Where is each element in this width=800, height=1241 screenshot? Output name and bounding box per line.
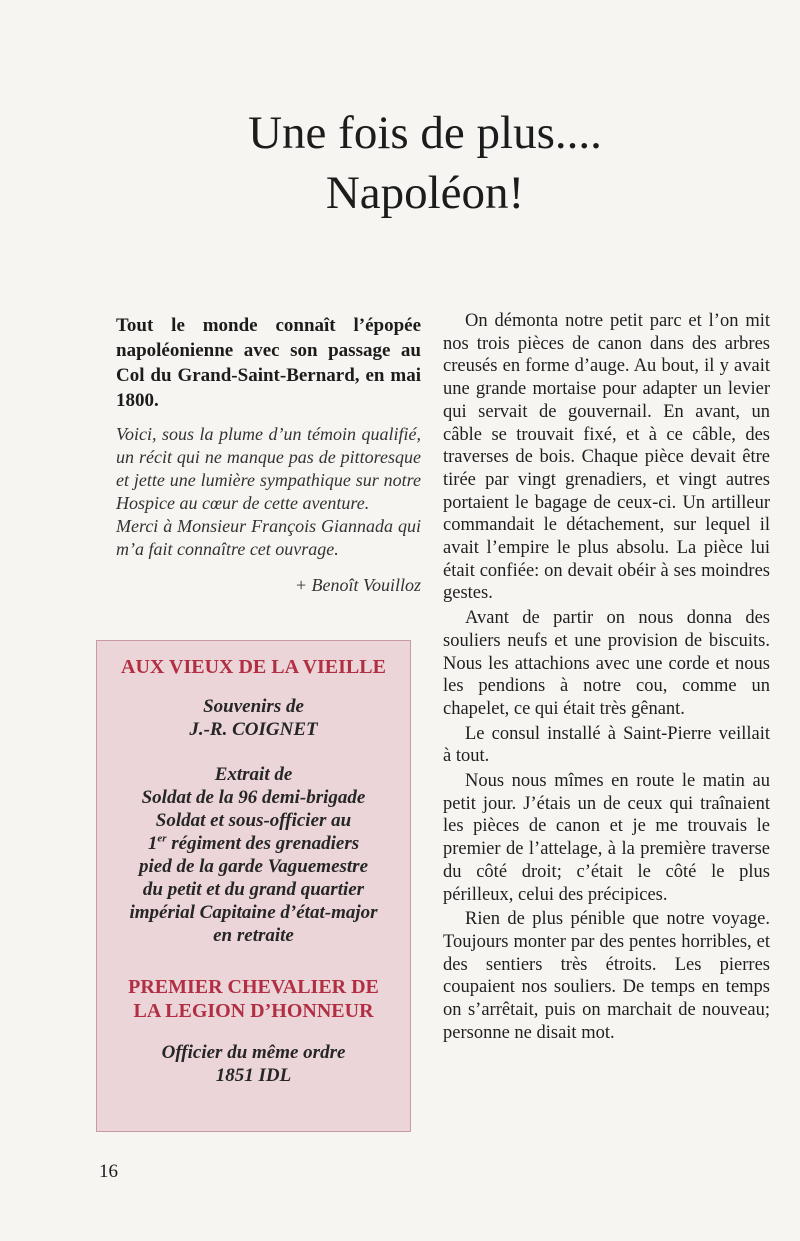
title-line-2: Napoléon! [325, 167, 525, 219]
page-title [0, 103, 800, 223]
extrait-line-3-sup: er [157, 832, 167, 845]
box-heading-2 [97, 975, 410, 1023]
box-souvenirs [97, 695, 410, 741]
body-paragraph-2: Avant de partir on nous donna des souliers neufs et une provision de biscuits. Nous les attachions avec une corde et nous les pendions à notre cou, comme un chapelet, ce qui était très gênant. [443, 608, 770, 719]
extrait-line-7: en retraite [213, 925, 294, 946]
extrait-line-2: Soldat et sous-officier au [155, 810, 352, 831]
intro-italic-paragraph-2: Merci à Monsieur François Giannada qui m’a fait connaître cet ouvrage. [116, 516, 421, 559]
body-paragraph-4: Nous nous mîmes en route le matin au petit jour. J’étais un de ceux qui traînaient les pièces de canon et je me trouvais le premier de l’attelage, à la première traverse du côté droit; c’était le côté le plus périlleux, celui des précipices. [443, 771, 770, 905]
extrait-line-5: du petit et du grand quartier [142, 879, 365, 900]
box-heading-1: AUX VIEUX DE LA VIEILLE [121, 656, 386, 678]
extrait-label: Extrait de [214, 764, 293, 785]
author-name: J.-R. COIGNET [189, 719, 318, 740]
body-paragraph-5: Rien de plus pénible que notre voyage. Toujours monter par des pentes horribles, et des sentiers très étroits. Les pierres coupaient nos souliers. De temps en temps on s’arrêtait, puis on marchait de nouveau; personne ne disait mot. [443, 909, 770, 1043]
page-number: 16 [99, 1161, 118, 1182]
box-officier [97, 1041, 410, 1087]
officier-label: Officier du même ordre [161, 1042, 346, 1063]
intro-lead: Tout le monde connaît l’épopée napoléonienne avec son passage au Col du Grand-Saint-Bernard, en mai 1800. [116, 315, 421, 411]
extrait-line-3-rest: régiment des grenadiers [166, 833, 360, 854]
intro-italic-paragraph-1: Voici, sous la plume d’un témoin qualifié, un récit qui ne manque pas de pittoresque et jette une lumière sympathique sur notre Hospice au cœur de cette aventure. [116, 424, 421, 513]
extrait-line-6: impérial Capitaine d’état-major [129, 902, 378, 923]
extrait-line-4: pied de la garde Vaguemestre [138, 856, 369, 877]
title-line-1: Une fois de plus.... [248, 107, 602, 159]
left-column [116, 313, 421, 597]
box-heading-2-line-1: PREMIER CHEVALIER DE [128, 976, 379, 998]
body-paragraph-1: On démonta notre petit parc et l’on mit nos trois pièces de canon dans des arbres creusés en forme d’auge. Au bout, il y avait une grande mortaise pour adapter un levier qui servait de gouvernail. En avant, un câble se trouvait fixé, et à ce câble, des traverses de bois. Chaque pièce devait être tirée par vingt grenadiers, et vingt autres portaient le bagage de ceux-ci. Un artilleur commandait le détachement, sur lequel il avait l’empire le plus absolu. La pièce lui était confiée: on devait obéir à ses moindres gestes. [443, 311, 770, 604]
box-heading-2-line-2: LA LEGION D’HONNEUR [133, 1000, 374, 1022]
officier-year: 1851 IDL [215, 1065, 292, 1086]
extrait-line-3 [97, 832, 410, 855]
body-paragraph-3: Le consul installé à Saint-Pierre veillait à tout. [443, 723, 770, 767]
box-extrait [97, 763, 410, 947]
signature: + Benoît Vouilloz [294, 575, 421, 595]
info-box [96, 640, 411, 1132]
right-column [443, 310, 770, 1045]
souvenirs-label: Souvenirs de [203, 696, 304, 717]
extrait-line-1: Soldat de la 96 demi-brigade [141, 787, 366, 808]
extrait-line-3-num: 1 [147, 833, 158, 854]
